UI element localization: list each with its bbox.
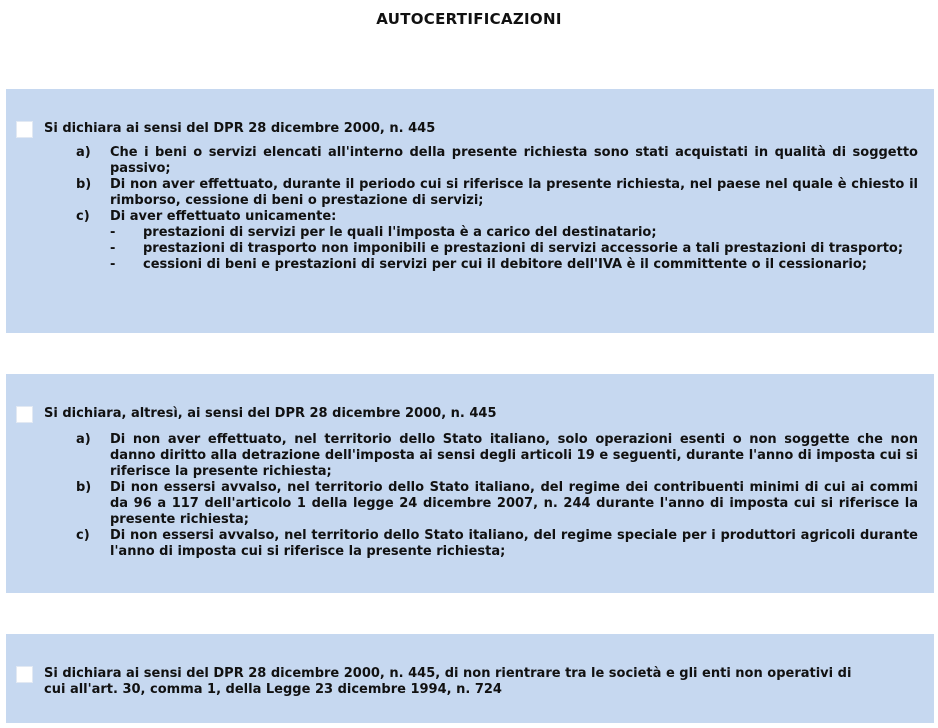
dash-marker: -	[110, 241, 116, 256]
list-item	[76, 528, 918, 560]
item-letter: c)	[76, 209, 90, 224]
list-item	[76, 432, 918, 480]
declaration-3-heading: Si dichiara ai sensi del DPR 28 dicembre 2000, n. 445, di non rientrare tra le società e gli enti non operativi di cui all'art. 30, comma 1, della Legge 23 dicembre 1994, n. 724	[44, 666, 852, 697]
item-text: Di aver effettuato unicamente:	[110, 209, 337, 224]
item-letter: a)	[76, 145, 91, 160]
item-text: Di non essersi avvalso, nel territorio dello Stato italiano, del regime dei contribuenti minimi di cui ai commi da 96 a 117 dell'articolo 1 della legge 24 dicembre 2007, n. 244 durante l'anno di imposta cui si riferisce la presente richiesta;	[110, 480, 918, 527]
page-title: AUTOCERTIFICAZIONI	[376, 10, 562, 28]
declaration-section-2	[6, 374, 934, 593]
item-text: Di non essersi avvalso, nel territorio dello Stato italiano, del regime speciale per i produttori agricoli durante l'anno di imposta cui si riferisce la presente richiesta;	[110, 528, 918, 559]
item-letter: a)	[76, 432, 91, 447]
sub-item-text: prestazioni di servizi per le quali l'imposta è a carico del destinatario;	[143, 225, 657, 240]
item-letter: b)	[76, 480, 92, 495]
declaration-1-list	[76, 145, 918, 273]
item-text: Di non aver effettuato, durante il periodo cui si riferisce la presente richiesta, nel paese nel quale è chiesto il rimborso, cessione di beni o prestazione di servizi;	[110, 177, 918, 208]
sub-item-text: prestazioni di trasporto non imponibili e prestazioni di servizi accessorie a tali prestazioni di trasporto;	[143, 241, 904, 256]
declaration-3-checkbox[interactable]	[16, 666, 33, 683]
sub-list-item	[110, 241, 918, 257]
list-item	[76, 177, 918, 209]
list-item	[76, 209, 918, 273]
list-item	[76, 480, 918, 528]
item-letter: b)	[76, 177, 92, 192]
sub-list-item	[110, 257, 918, 273]
sub-item-text: cessioni di beni e prestazioni di servizi per cui il debitore dell'IVA è il committente o il cessionario;	[143, 257, 867, 272]
sub-list	[110, 225, 918, 273]
list-item	[76, 145, 918, 177]
item-text: Di non aver effettuato, nel territorio dello Stato italiano, solo operazioni esenti o non soggette che non danno diritto alla detrazione dell'imposta ai sensi degli articoli 19 e seguenti, durante l'anno di imposta cui si riferisce la presente richiesta;	[110, 432, 918, 479]
declaration-section-3	[6, 634, 934, 723]
dash-marker: -	[110, 225, 116, 240]
sub-list-item	[110, 225, 918, 241]
declaration-2-heading: Si dichiara, altresì, ai sensi del DPR 28 dicembre 2000, n. 445	[44, 406, 497, 421]
declaration-2-list	[76, 432, 918, 560]
declaration-1-heading: Si dichiara ai sensi del DPR 28 dicembre 2000, n. 445	[44, 121, 436, 136]
item-text: Che i beni o servizi elencati all'interno della presente richiesta sono stati acquistati in qualità di soggetto passivo;	[110, 145, 918, 176]
declaration-section-1	[6, 89, 934, 333]
item-letter: c)	[76, 528, 90, 543]
declaration-1-checkbox[interactable]	[16, 121, 33, 138]
dash-marker: -	[110, 257, 116, 272]
declaration-2-checkbox[interactable]	[16, 406, 33, 423]
